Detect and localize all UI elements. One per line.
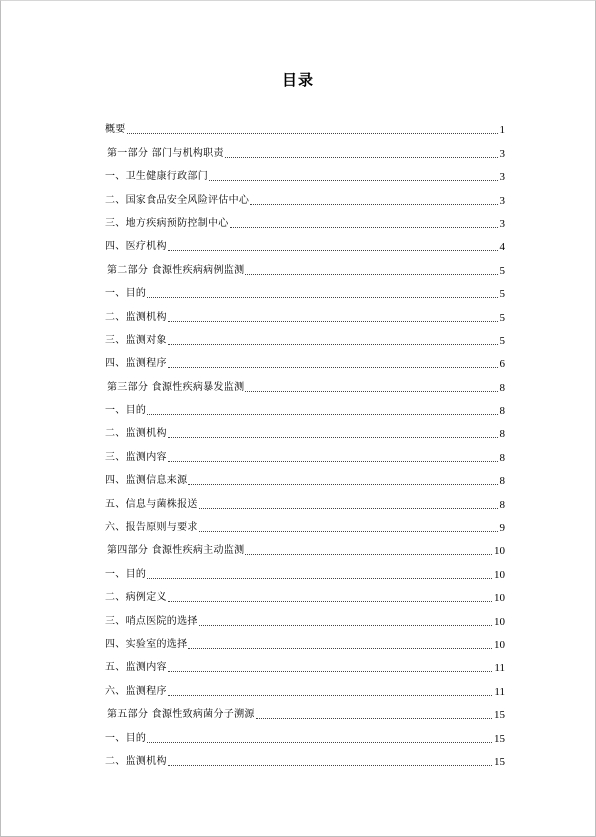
toc-entry-label: 二、国家食品安全风险评估中心: [105, 194, 250, 206]
toc-entry-label: 第一部分 部门与机构职责: [107, 147, 224, 159]
toc-entry[interactable]: [105, 745, 505, 768]
toc-entry[interactable]: [105, 534, 505, 557]
toc-entry-label: 三、监测对象: [105, 334, 167, 346]
toc-entry[interactable]: [105, 651, 505, 674]
toc-dot-leader: [250, 204, 497, 205]
toc-entry-label: 概要: [105, 124, 126, 136]
toc-dot-leader: [168, 437, 498, 438]
toc-dot-leader: [168, 321, 498, 322]
toc-entry-label: 三、地方疾病预防控制中心: [105, 217, 229, 229]
toc-entry-page-number: 6: [499, 358, 505, 371]
toc-entry[interactable]: [105, 347, 505, 370]
toc-entry-page-number: 5: [499, 334, 505, 347]
toc-entry[interactable]: [105, 581, 505, 604]
toc-entry-page-number: 8: [499, 498, 505, 511]
toc-dot-leader: [209, 180, 498, 181]
toc-dot-leader: [199, 508, 498, 509]
toc-entry-page-number: 10: [494, 638, 505, 651]
toc-entry[interactable]: [105, 277, 505, 300]
toc-dot-leader: [230, 227, 498, 228]
toc-dot-leader: [168, 461, 498, 462]
toc-entry-label: 一、目的: [105, 405, 147, 417]
toc-entry[interactable]: [105, 183, 505, 206]
toc-entry-label: 第四部分 食源性疾病主动监测: [107, 545, 245, 557]
toc-entry[interactable]: [105, 394, 505, 417]
toc-dot-leader: [256, 718, 492, 719]
toc-entry-label: 一、目的: [105, 288, 147, 300]
toc-entry[interactable]: [105, 207, 505, 230]
page-title: 目录: [281, 71, 314, 89]
toc-dot-leader: [168, 695, 493, 696]
toc-entry-label: 五、监测内容: [105, 662, 167, 674]
toc-entry-label: 第五部分 食源性致病菌分子溯源: [107, 709, 255, 721]
toc-entry-page-number: 8: [499, 475, 505, 488]
toc-entry-page-number: 10: [494, 615, 505, 628]
toc-dot-leader: [127, 133, 498, 134]
toc-entry-label: 六、报告原则与要求: [105, 522, 198, 534]
toc-entry[interactable]: [105, 160, 505, 183]
toc-dot-leader: [147, 578, 492, 579]
toc-entry-page-number: 8: [499, 405, 505, 418]
toc-entry-label: 二、监测机构: [105, 755, 167, 767]
toc-entry-label: 四、监测信息来源: [105, 475, 188, 487]
toc-entry-page-number: 4: [499, 241, 505, 254]
toc-entry-page-number: 15: [494, 755, 505, 768]
toc-entry-page-number: 15: [494, 732, 505, 745]
toc-entry[interactable]: [105, 557, 505, 580]
toc-entry-page-number: 8: [499, 381, 505, 394]
toc-entry-page-number: 15: [494, 709, 505, 722]
toc-entry[interactable]: [105, 324, 505, 347]
toc-entry-page-number: 8: [499, 451, 505, 464]
toc-entry-page-number: 8: [499, 428, 505, 441]
toc-entry[interactable]: [105, 628, 505, 651]
toc-entry-page-number: 10: [494, 592, 505, 605]
toc-entry-label: 一、卫生健康行政部门: [105, 171, 208, 183]
toc-entry[interactable]: [105, 698, 505, 721]
toc-entry-label: 一、目的: [105, 732, 147, 744]
toc-entry[interactable]: [105, 230, 505, 253]
toc-entry-label: 第三部分 食源性疾病暴发监测: [107, 381, 245, 393]
table-of-contents: [105, 113, 505, 768]
toc-entry-page-number: 3: [499, 171, 505, 184]
toc-entry[interactable]: [105, 721, 505, 744]
toc-dot-leader: [147, 414, 497, 415]
toc-entry-label: 二、病例定义: [105, 592, 167, 604]
toc-dot-leader: [188, 484, 497, 485]
toc-dot-leader: [199, 625, 492, 626]
toc-entry-page-number: 5: [499, 288, 505, 301]
toc-entry[interactable]: [105, 511, 505, 534]
toc-entry-label: 三、哨点医院的选择: [105, 615, 198, 627]
toc-entry[interactable]: [105, 113, 505, 136]
toc-entry-label: 三、监测内容: [105, 451, 167, 463]
toc-dot-leader: [245, 274, 497, 275]
toc-entry[interactable]: [105, 300, 505, 323]
toc-dot-leader: [168, 671, 493, 672]
toc-entry[interactable]: [105, 464, 505, 487]
toc-dot-leader: [168, 344, 498, 345]
toc-entry-page-number: 3: [499, 217, 505, 230]
toc-entry[interactable]: [105, 417, 505, 440]
toc-entry-label: 五、信息与菌株报送: [105, 498, 198, 510]
toc-entry-label: 六、监测程序: [105, 685, 167, 697]
toc-entry-page-number: 11: [494, 662, 505, 675]
toc-dot-leader: [168, 765, 492, 766]
toc-dot-leader: [199, 531, 498, 532]
toc-entry-label: 二、监测机构: [105, 311, 167, 323]
toc-dot-leader: [168, 250, 498, 251]
toc-dot-leader: [245, 554, 492, 555]
toc-dot-leader: [168, 367, 498, 368]
toc-entry[interactable]: [105, 674, 505, 697]
toc-dot-leader: [225, 157, 498, 158]
toc-entry-page-number: 3: [499, 147, 505, 160]
toc-dot-leader: [147, 742, 492, 743]
toc-entry[interactable]: [105, 253, 505, 276]
toc-dot-leader: [188, 648, 492, 649]
toc-entry-page-number: 1: [499, 124, 505, 137]
toc-entry[interactable]: [105, 440, 505, 463]
toc-dot-leader: [245, 391, 497, 392]
toc-entry-label: 四、实验室的选择: [105, 638, 188, 650]
toc-entry-label: 一、目的: [105, 568, 147, 580]
toc-dot-leader: [168, 601, 492, 602]
toc-entry-label: 二、监测机构: [105, 428, 167, 440]
toc-entry-page-number: 9: [499, 522, 505, 535]
toc-entry-label: 四、监测程序: [105, 358, 167, 370]
toc-entry[interactable]: [105, 370, 505, 393]
toc-entry[interactable]: [105, 487, 505, 510]
toc-entry-page-number: 5: [499, 264, 505, 277]
toc-entry-page-number: 5: [499, 311, 505, 324]
toc-entry-page-number: 10: [494, 568, 505, 581]
toc-entry-label: 第二部分 食源性疾病病例监测: [107, 264, 245, 276]
toc-entry-page-number: 10: [494, 545, 505, 558]
toc-entry-page-number: 3: [499, 194, 505, 207]
toc-dot-leader: [147, 297, 497, 298]
toc-entry[interactable]: [105, 136, 505, 159]
toc-entry-label: 四、医疗机构: [105, 241, 167, 253]
toc-entry[interactable]: [105, 604, 505, 627]
toc-entry-page-number: 11: [494, 685, 505, 698]
